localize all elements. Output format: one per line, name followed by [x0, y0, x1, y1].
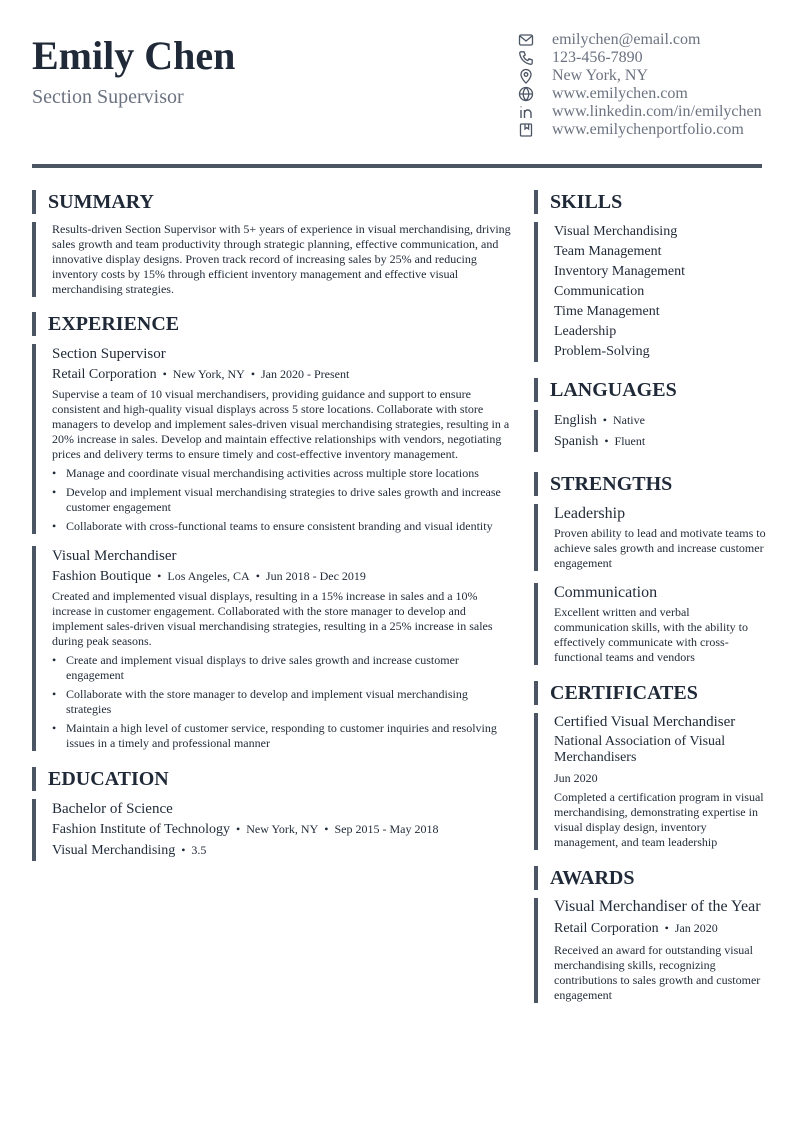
- skills-heading: SKILLS: [534, 190, 766, 214]
- summary-heading: SUMMARY: [32, 190, 512, 214]
- awards-heading: AWARDS: [534, 866, 766, 890]
- award-description: Received an award for outstanding visual merchandising skills, recognizing contributions to sales growth and customer engagement: [554, 943, 761, 1002]
- phone-icon: [518, 49, 538, 67]
- mail-icon: [518, 31, 538, 49]
- job-location: Los Angeles, CA: [167, 569, 250, 583]
- job-dates: Jan 2020 - Present: [261, 367, 350, 381]
- job-dates: Jun 2018 - Dec 2019: [265, 569, 366, 583]
- experience-item: [32, 344, 512, 534]
- skill-item: Visual Merchandising: [554, 224, 678, 239]
- job-meta: [52, 364, 512, 385]
- separator-dot: •: [250, 367, 256, 381]
- separator-dot: •: [236, 822, 241, 836]
- education-item: [32, 799, 512, 861]
- award-item: [534, 898, 766, 1003]
- skill-item: Inventory Management: [554, 264, 686, 279]
- award-issuer: Retail Corporation: [554, 921, 659, 936]
- contact-phone[interactable]: [518, 49, 788, 67]
- skill-item: Problem-Solving: [554, 344, 650, 359]
- certificate-item: [534, 713, 766, 850]
- job-description: Supervise a team of 10 visual merchandisers, providing guidance and support to ensure consistent and high-quality visual displays across 5 store locations. Collaborate with store managers to develop and implement sales-driven visual merchandising strategies, resulting in a 20% increase in sales. Develop and maintain effective relationships with vendors, negotiating prices and delivery terms to ensure timely and cost-effective inventory management.: [52, 387, 510, 461]
- separator-dot: •: [181, 843, 186, 857]
- skills-section: [534, 222, 766, 362]
- strength-description: Proven ability to lead and motivate teams to achieve sales growth and increase customer engagement: [554, 526, 766, 570]
- linkedin-link[interactable]: www.linkedin.com/in/emilychen: [552, 103, 762, 120]
- award-meta: [554, 918, 766, 939]
- bookmark-icon: [518, 121, 538, 139]
- gpa: 3.5: [191, 843, 207, 857]
- header-divider: [32, 164, 762, 168]
- email-text[interactable]: emilychen@email.com: [552, 31, 701, 48]
- language-name: English: [554, 413, 597, 428]
- experience-heading: EXPERIENCE: [32, 312, 512, 336]
- job-location: New York, NY: [172, 367, 245, 381]
- school-location: New York, NY: [246, 822, 319, 836]
- list-item: • Create and implement visual displays to drive sales growth and increase customer engagement: [52, 653, 512, 683]
- linkedin-icon: [518, 103, 538, 121]
- award-title: Visual Merchandiser of the Year: [554, 898, 761, 915]
- job-title: Section Supervisor: [52, 346, 166, 362]
- certificate-date: Jun 2020: [554, 771, 598, 785]
- job-meta: [52, 566, 512, 587]
- summary-text: Results-driven Section Supervisor with 5+ years of experience in visual merchandising, driving sales growth and team productivity through strategic planning, effective communication, and innovative display designs. Proven track record of increasing sales by 25% and reducing inventory costs by 15% through efficient inventory management and effective visual merchandising strategies.: [52, 222, 511, 296]
- list-item: • Manage and coordinate visual merchandising activities across multiple store locations: [52, 466, 512, 481]
- website-link[interactable]: www.emilychen.com: [552, 85, 688, 102]
- education-meta: [52, 819, 512, 840]
- language-level: Native: [612, 413, 645, 427]
- education-dates: Sep 2015 - May 2018: [334, 822, 439, 836]
- strength-item: [534, 504, 766, 571]
- contact-linkedin[interactable]: [518, 103, 788, 121]
- right-column: [534, 190, 766, 1019]
- list-item: • Collaborate with the store manager to develop and implement visual merchandising strategies: [52, 687, 512, 717]
- company-name: Fashion Boutique: [52, 569, 152, 584]
- separator-dot: •: [162, 367, 167, 381]
- field-of-study: Visual Merchandising: [52, 843, 176, 858]
- contact-website[interactable]: [518, 85, 788, 103]
- list-item: • Collaborate with cross-functional teams to ensure consistent branding and visual identity: [52, 519, 512, 534]
- globe-icon: [518, 85, 538, 103]
- certificate-issuer: National Association of Visual Merchandisers: [554, 734, 726, 765]
- certificate-description: Completed a certification program in visual merchandising, demonstrating expertise in visual display design, inventory management, and team leadership: [554, 790, 764, 849]
- strength-title: Communication: [554, 584, 658, 601]
- contact-list: [518, 31, 788, 139]
- company-name: Retail Corporation: [52, 367, 157, 382]
- job-title: Visual Merchandiser: [52, 548, 177, 564]
- location-pin-icon: [518, 67, 538, 85]
- strength-description: Excellent written and verbal communication skills, with the ability to effectively communicate with cross-functional teams and vendors: [554, 605, 748, 664]
- summary-section: [32, 222, 512, 297]
- job-description: Created and implemented visual displays, resulting in a 15% increase in sales and a 10% increase in customer engagement. Collaborated with the store manager to develop and implement sales-driven visual merchandising strategies, resulting in a 25% increase in sales during peak seasons.: [52, 589, 493, 648]
- language-name: Spanish: [554, 434, 599, 449]
- strength-item: [534, 583, 766, 665]
- degree: Bachelor of Science: [52, 801, 173, 817]
- job-bullets: [52, 466, 512, 534]
- skill-item: Time Management: [554, 304, 660, 319]
- phone-text[interactable]: 123-456-7890: [552, 49, 643, 66]
- separator-dot: •: [602, 413, 607, 427]
- experience-item: [32, 546, 512, 751]
- certificates-heading: CERTIFICATES: [534, 681, 766, 705]
- candidate-name: Emily Chen: [32, 33, 236, 78]
- separator-dot: •: [255, 569, 260, 583]
- certificate-title: Certified Visual Merchandiser: [554, 714, 736, 730]
- skill-item: Communication: [554, 284, 645, 299]
- contact-email[interactable]: [518, 31, 788, 49]
- location-text: New York, NY: [552, 67, 649, 84]
- education-heading: EDUCATION: [32, 767, 512, 791]
- contact-portfolio[interactable]: [518, 121, 788, 139]
- education-field: [52, 840, 512, 861]
- separator-dot: •: [604, 434, 609, 448]
- skill-item: Leadership: [554, 324, 617, 339]
- separator-dot: •: [157, 569, 162, 583]
- language-item: [554, 431, 766, 452]
- contact-location: [518, 67, 788, 85]
- separator-dot: •: [664, 921, 669, 935]
- skill-item: Team Management: [554, 244, 662, 259]
- separator-dot: •: [324, 822, 329, 836]
- list-item: • Develop and implement visual merchandising strategies to drive sales growth and increase customer engagement: [52, 485, 512, 515]
- list-item: • Maintain a high level of customer service, responding to customer inquiries and resolving issues in a timely and professional manner: [52, 721, 512, 751]
- school-name: Fashion Institute of Technology: [52, 822, 231, 837]
- award-date: Jan 2020: [674, 921, 718, 935]
- portfolio-link[interactable]: www.emilychenportfolio.com: [552, 121, 744, 138]
- language-item: [554, 410, 766, 431]
- strength-title: Leadership: [554, 505, 626, 522]
- strengths-heading: STRENGTHS: [534, 472, 766, 496]
- languages-section: [534, 410, 766, 452]
- language-level: Fluent: [614, 434, 646, 448]
- job-bullets: [52, 653, 512, 751]
- left-column: [32, 190, 512, 877]
- languages-heading: LANGUAGES: [534, 378, 766, 402]
- candidate-role: Section Supervisor: [32, 86, 184, 108]
